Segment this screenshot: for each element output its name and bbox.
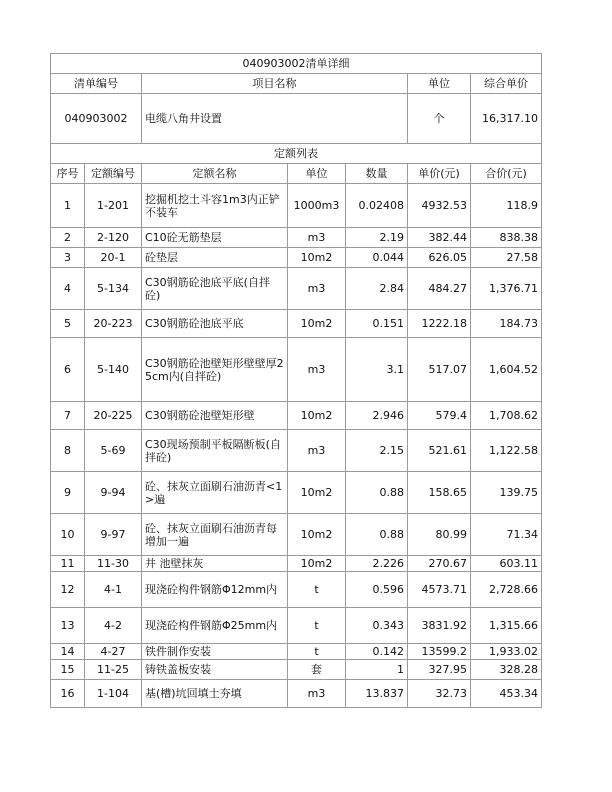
cell-total: 328.28 — [471, 660, 542, 680]
cell-name: 铁件制作安装 — [142, 644, 288, 660]
quota-header-price: 单价(元) — [408, 164, 471, 184]
table-title: 040903002清单详细 — [51, 54, 542, 74]
cell-qty: 0.02408 — [346, 184, 408, 228]
cell-qty: 0.88 — [346, 514, 408, 556]
cell-no: 14 — [51, 644, 85, 660]
quota-header-total: 合价(元) — [471, 164, 542, 184]
cell-unit: 1000m3 — [288, 184, 346, 228]
cell-no: 9 — [51, 472, 85, 514]
cell-total: 603.11 — [471, 556, 542, 572]
cell-price: 4932.53 — [408, 184, 471, 228]
cell-qty: 2.946 — [346, 402, 408, 430]
cell-code: 1-104 — [85, 680, 142, 708]
cell-name: 现浇砼构件钢筋Φ12mm内 — [142, 572, 288, 608]
cell-no: 3 — [51, 248, 85, 268]
cell-code: 4-1 — [85, 572, 142, 608]
cell-price: 521.61 — [408, 430, 471, 472]
cell-no: 1 — [51, 184, 85, 228]
bill-price: 16,317.10 — [471, 94, 542, 144]
cell-code: 9-94 — [85, 472, 142, 514]
cell-total: 1,604.52 — [471, 338, 542, 402]
cell-unit: 10m2 — [288, 402, 346, 430]
cell-code: 11-30 — [85, 556, 142, 572]
cell-total: 184.73 — [471, 310, 542, 338]
quota-table — [50, 143, 542, 708]
cell-price: 1222.18 — [408, 310, 471, 338]
quota-header-unit: 单位 — [288, 164, 346, 184]
cell-price: 270.67 — [408, 556, 471, 572]
bill-code: 040903002 — [51, 94, 142, 144]
cell-price: 80.99 — [408, 514, 471, 556]
cell-code: 4-27 — [85, 644, 142, 660]
cell-total: 1,376.71 — [471, 268, 542, 310]
cell-unit: m3 — [288, 430, 346, 472]
cell-no: 4 — [51, 268, 85, 310]
table-row — [51, 402, 542, 430]
cell-unit: t — [288, 608, 346, 644]
bill-unit: 个 — [408, 94, 471, 144]
cell-unit: m3 — [288, 268, 346, 310]
quota-header-qty: 数量 — [346, 164, 408, 184]
cell-qty: 0.151 — [346, 310, 408, 338]
cell-no: 11 — [51, 556, 85, 572]
cell-total: 139.75 — [471, 472, 542, 514]
cell-total: 1,708.62 — [471, 402, 542, 430]
cell-code: 1-201 — [85, 184, 142, 228]
cell-qty: 2.15 — [346, 430, 408, 472]
cell-unit: t — [288, 644, 346, 660]
table-row — [51, 184, 542, 228]
cell-unit: m3 — [288, 680, 346, 708]
cell-code: 20-1 — [85, 248, 142, 268]
cell-name: 砼垫层 — [142, 248, 288, 268]
quota-header-no: 序号 — [51, 164, 85, 184]
cell-total: 453.34 — [471, 680, 542, 708]
table-row — [51, 430, 542, 472]
cell-price: 158.65 — [408, 472, 471, 514]
table-row — [51, 228, 542, 248]
table-row — [51, 514, 542, 556]
cell-no: 8 — [51, 430, 85, 472]
cell-code: 5-69 — [85, 430, 142, 472]
cell-unit: 套 — [288, 660, 346, 680]
cell-code: 11-25 — [85, 660, 142, 680]
cell-unit: 10m2 — [288, 310, 346, 338]
cell-price: 382.44 — [408, 228, 471, 248]
cell-code: 20-225 — [85, 402, 142, 430]
cell-price: 3831.92 — [408, 608, 471, 644]
cell-price: 4573.71 — [408, 572, 471, 608]
cell-unit: 10m2 — [288, 556, 346, 572]
cell-unit: m3 — [288, 338, 346, 402]
cell-name: 井 池壁抹灰 — [142, 556, 288, 572]
cell-price: 579.4 — [408, 402, 471, 430]
bill-header-code: 清单编号 — [51, 74, 142, 94]
table-row — [51, 338, 542, 402]
quota-header-name: 定额名称 — [142, 164, 288, 184]
cell-price: 517.07 — [408, 338, 471, 402]
cell-qty: 13.837 — [346, 680, 408, 708]
bill-header-unit: 单位 — [408, 74, 471, 94]
table-row — [51, 268, 542, 310]
cell-code: 2-120 — [85, 228, 142, 248]
cell-unit: 10m2 — [288, 514, 346, 556]
cell-name: 现浇砼构件钢筋Φ25mm内 — [142, 608, 288, 644]
cell-qty: 0.044 — [346, 248, 408, 268]
cell-name: 挖掘机挖土斗容1m3内正铲不装车 — [142, 184, 288, 228]
cell-no: 6 — [51, 338, 85, 402]
cell-total: 71.34 — [471, 514, 542, 556]
cell-name: 基(槽)坑回填土夯填 — [142, 680, 288, 708]
cell-name: C30钢筋砼池底平底(自拌砼) — [142, 268, 288, 310]
cell-qty: 2.226 — [346, 556, 408, 572]
cell-price: 327.95 — [408, 660, 471, 680]
cell-name: 铸铁盖板安装 — [142, 660, 288, 680]
cell-name: C30钢筋砼池壁矩形壁壁厚25cm内(自拌砼) — [142, 338, 288, 402]
cell-no: 10 — [51, 514, 85, 556]
cell-qty: 0.596 — [346, 572, 408, 608]
table-row — [51, 660, 542, 680]
cell-unit: 10m2 — [288, 472, 346, 514]
cell-code: 5-134 — [85, 268, 142, 310]
table-row — [51, 310, 542, 338]
cell-price: 32.73 — [408, 680, 471, 708]
cell-price: 626.05 — [408, 248, 471, 268]
cell-unit: 10m2 — [288, 248, 346, 268]
bill-summary-table — [50, 53, 542, 144]
cell-qty: 0.88 — [346, 472, 408, 514]
cell-qty: 1 — [346, 660, 408, 680]
cell-no: 12 — [51, 572, 85, 608]
cell-name: C10砼无筋垫层 — [142, 228, 288, 248]
table-row — [51, 248, 542, 268]
quota-title: 定额列表 — [51, 144, 542, 164]
cell-qty: 3.1 — [346, 338, 408, 402]
cell-name: 砼、抹灰立面刷石油沥青<1>遍 — [142, 472, 288, 514]
bill-header-price: 综合单价 — [471, 74, 542, 94]
cell-total: 1,315.66 — [471, 608, 542, 644]
cell-total: 1,933.02 — [471, 644, 542, 660]
cell-code: 20-223 — [85, 310, 142, 338]
cell-name: C30钢筋砼池底平底 — [142, 310, 288, 338]
bill-name: 电缆八角井设置 — [142, 94, 408, 144]
cell-qty: 0.343 — [346, 608, 408, 644]
cell-no: 7 — [51, 402, 85, 430]
cell-code: 4-2 — [85, 608, 142, 644]
table-row — [51, 556, 542, 572]
cell-qty: 2.84 — [346, 268, 408, 310]
bill-header-name: 项目名称 — [142, 74, 408, 94]
cell-no: 16 — [51, 680, 85, 708]
table-row — [51, 472, 542, 514]
cell-name: C30现场预制平板隔断板(自拌砼) — [142, 430, 288, 472]
table-row — [51, 572, 542, 608]
cell-no: 15 — [51, 660, 85, 680]
cell-code: 9-97 — [85, 514, 142, 556]
quota-header-code: 定额编号 — [85, 164, 142, 184]
cell-total: 838.38 — [471, 228, 542, 248]
cell-total: 118.9 — [471, 184, 542, 228]
cell-total: 1,122.58 — [471, 430, 542, 472]
cell-no: 13 — [51, 608, 85, 644]
cell-qty: 0.142 — [346, 644, 408, 660]
cell-price: 13599.2 — [408, 644, 471, 660]
cell-name: 砼、抹灰立面刷石油沥青每增加一遍 — [142, 514, 288, 556]
cell-no: 2 — [51, 228, 85, 248]
cell-unit: m3 — [288, 228, 346, 248]
cell-total: 2,728.66 — [471, 572, 542, 608]
table-row — [51, 680, 542, 708]
cell-price: 484.27 — [408, 268, 471, 310]
cell-total: 27.58 — [471, 248, 542, 268]
cell-no: 5 — [51, 310, 85, 338]
cell-qty: 2.19 — [346, 228, 408, 248]
table-row — [51, 608, 542, 644]
cell-code: 5-140 — [85, 338, 142, 402]
cell-unit: t — [288, 572, 346, 608]
table-row — [51, 644, 542, 660]
cell-name: C30钢筋砼池壁矩形壁 — [142, 402, 288, 430]
